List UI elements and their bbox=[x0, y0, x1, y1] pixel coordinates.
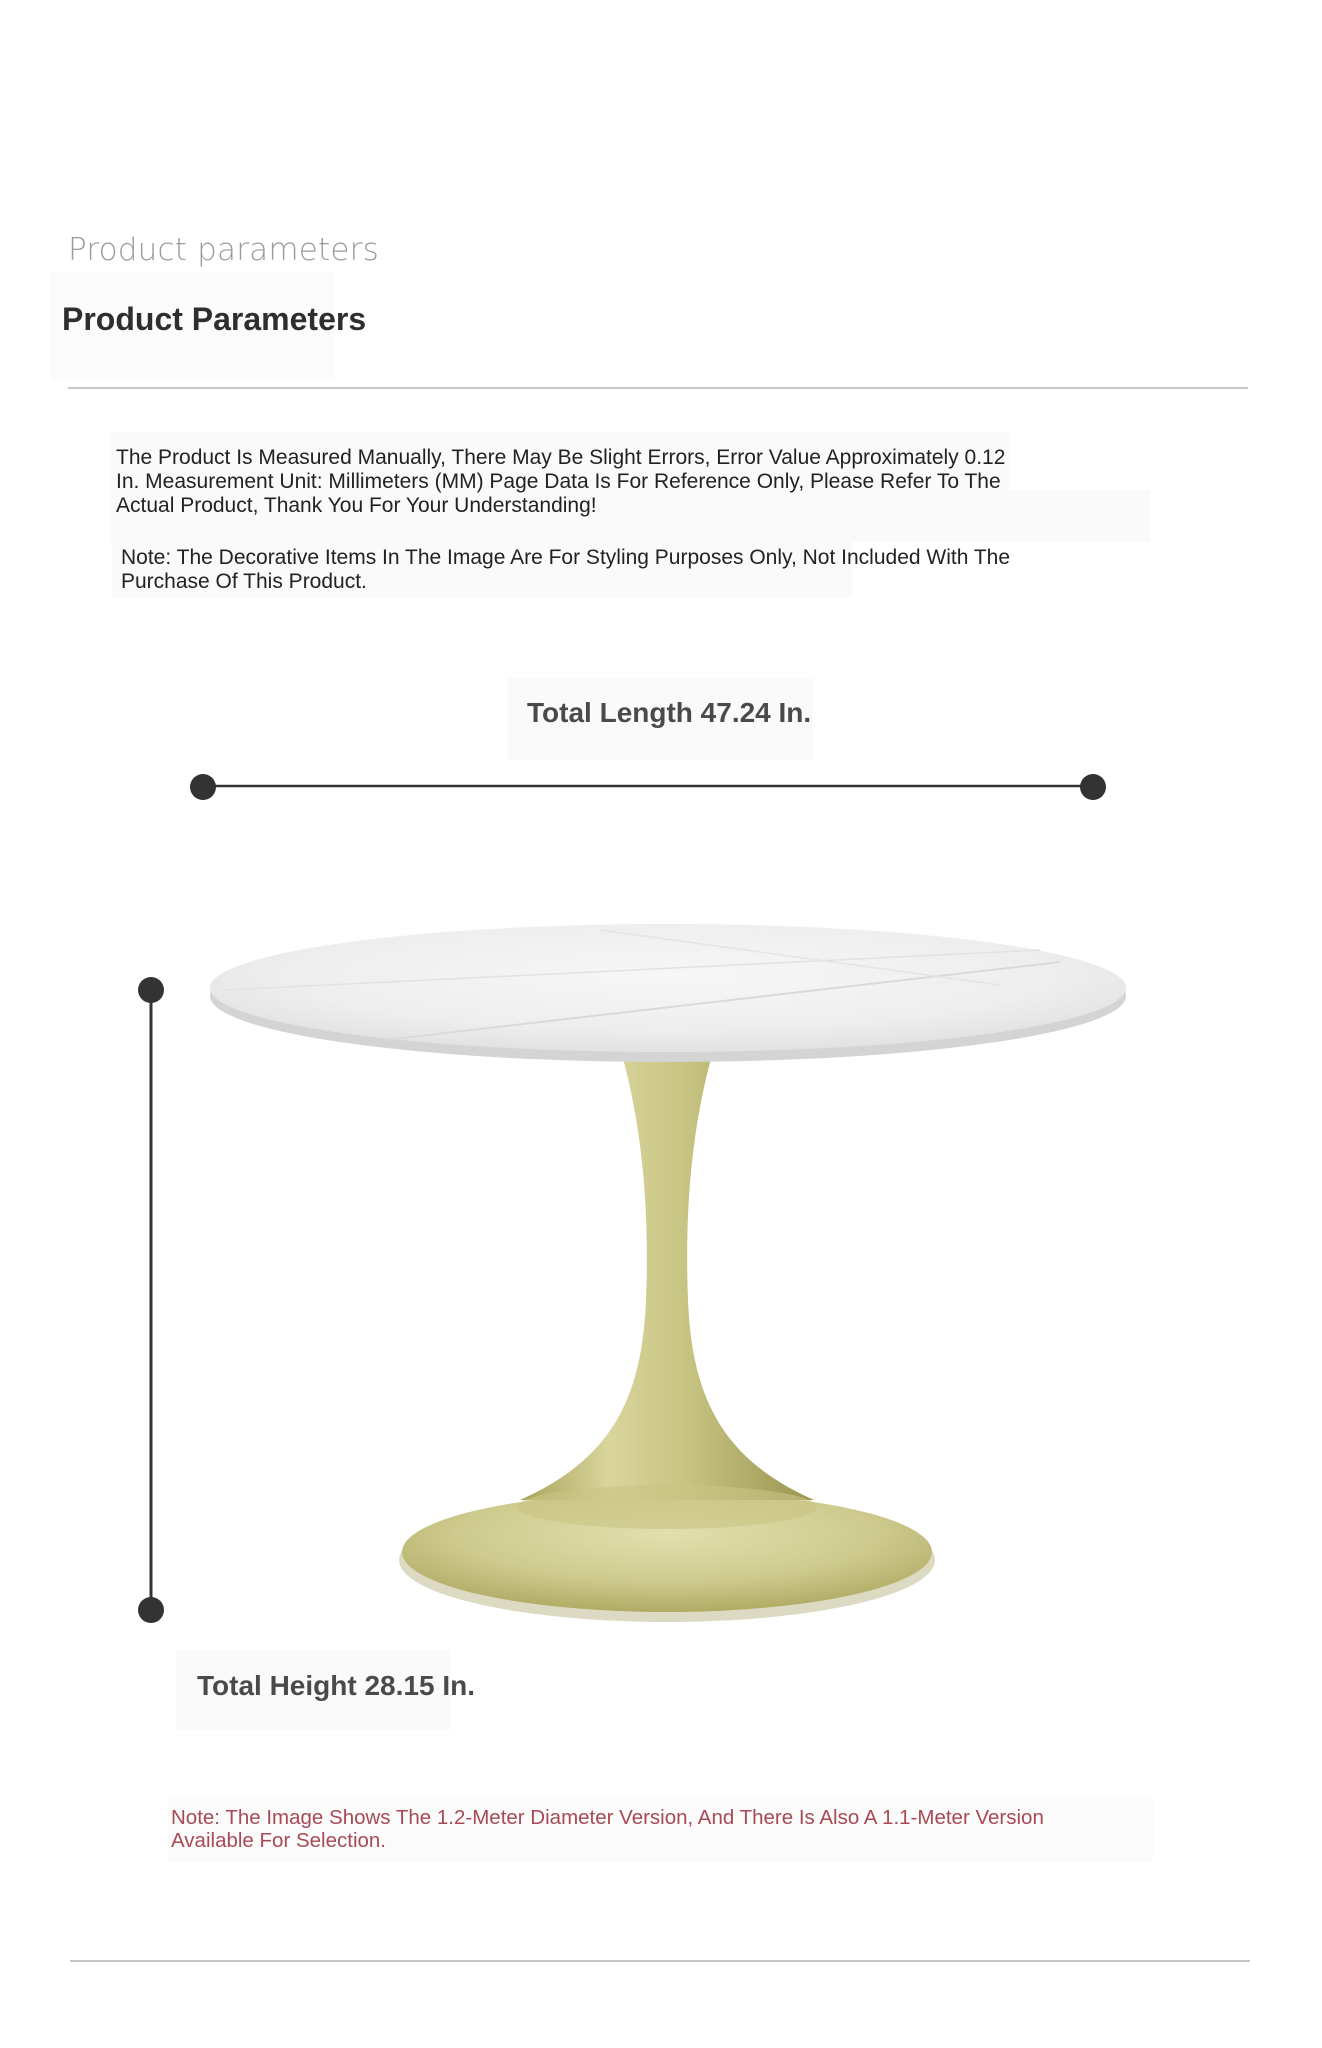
table-base bbox=[399, 1055, 935, 1622]
total-height-label: Total Height 28.15 In. bbox=[197, 1670, 475, 1701]
decor-note: Note: The Decorative Items In The Image Are For Styling Purposes Only, Not Included With The Purchase Of This Product. bbox=[121, 546, 1011, 593]
section-label-english: Product parameters bbox=[68, 232, 379, 268]
length-dimension-line bbox=[190, 774, 1106, 800]
measurement-disclaimer: The Product Is Measured Manually, There May Be Slight Errors, Error Value Approximately 0.12 In. Measurement Unit: Millimeters (MM) Page Data Is For Reference Only, Please Refer To The Actual Product, Thank You For Your Understanding! bbox=[116, 446, 1006, 517]
total-length-label: Total Length 47.24 In. bbox=[527, 697, 812, 728]
bottom-divider bbox=[70, 1960, 1250, 1962]
height-dimension-line bbox=[138, 977, 164, 1623]
version-note: Note: The Image Shows The 1.2-Meter Diameter Version, And There Is Also A 1.1-Meter Version Available For Selection. bbox=[171, 1806, 1044, 1852]
page-title: Product Parameters bbox=[62, 301, 367, 337]
tabletop bbox=[210, 924, 1126, 1062]
